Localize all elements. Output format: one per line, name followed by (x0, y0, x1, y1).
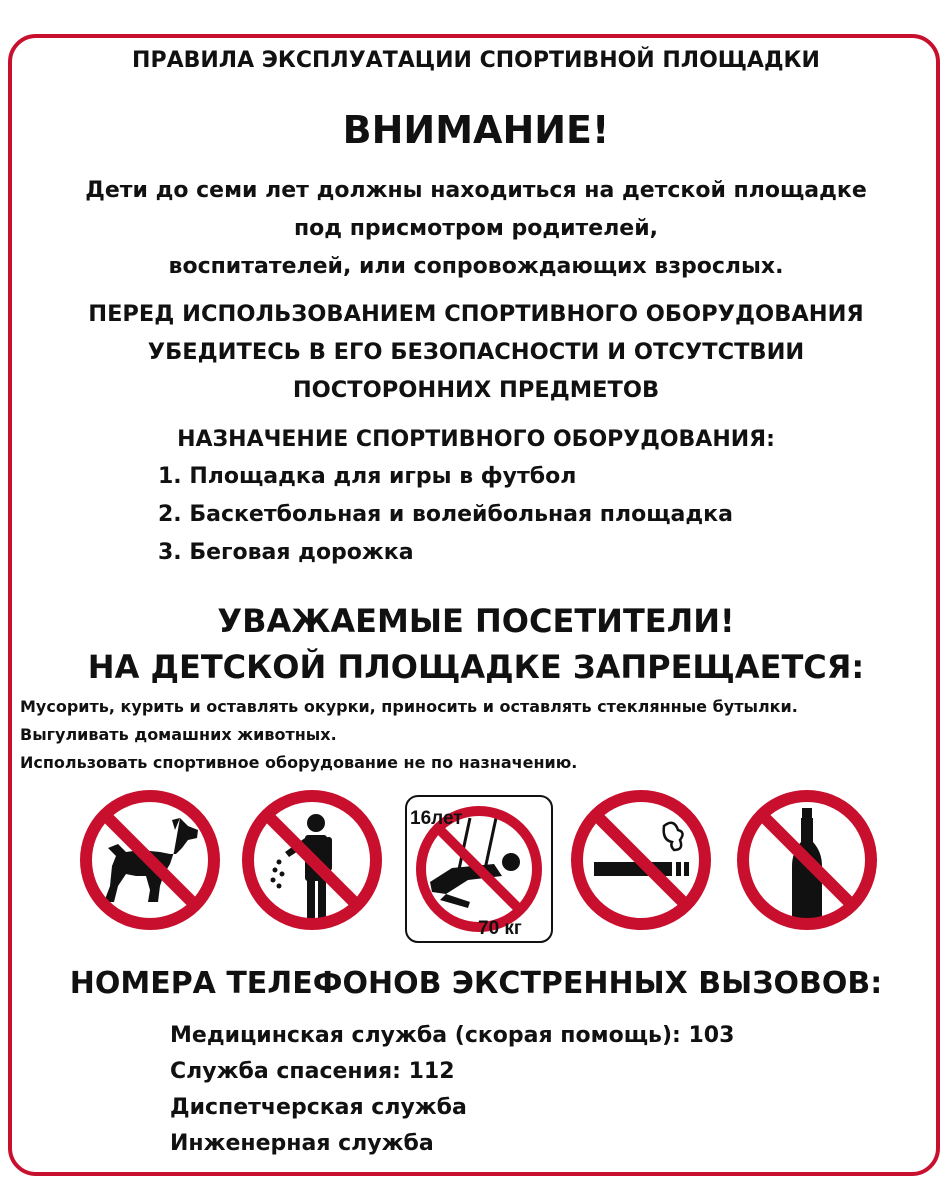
prohibited-item-pets: Выгуливать домашних животных. (20, 725, 337, 744)
no-littering-icon (248, 796, 376, 924)
safety-check-notice (0, 295, 952, 409)
visitors-greeting: УВАЖАЕМЫЕ ПОСЕТИТЕЛИ! (217, 602, 735, 640)
swing-weight-label: 70 кг (478, 918, 522, 939)
purpose-heading: НАЗНАЧЕНИЕ СПОРТИВНОГО ОБОРУДОВАНИЯ: (177, 427, 775, 452)
safety-check-line: ПОСТОРОННИХ ПРЕДМЕТОВ (292, 377, 660, 403)
safety-check-line: УБЕДИТЕСЬ В ЕГО БЕЗОПАСНОСТИ И ОТСУТСТВИИ (147, 339, 805, 365)
prohibited-item-misuse: Использовать спортивное оборудование не по назначению. (20, 753, 578, 772)
children-notice-line: воспитателей, или сопровождающих взрослых. (168, 254, 784, 279)
phone-item-dispatch: Диспетчерская служба (170, 1095, 467, 1120)
phone-item-medical: Медицинская служба (скорая помощь): 103 (170, 1023, 735, 1048)
no-smoking-icon (577, 796, 705, 924)
phone-item-engineering: Инженерная служба (170, 1131, 434, 1156)
prohibited-list (20, 693, 798, 777)
prohibition-signs-row (0, 790, 952, 950)
visitors-heading (0, 598, 952, 690)
purpose-item-football: 1. Площадка для игры в футбол (158, 464, 577, 489)
prohibited-heading: НА ДЕТСКОЙ ПЛОЩАДКЕ ЗАПРЕЩАЕТСЯ: (87, 648, 865, 686)
emergency-phones-list (170, 1018, 734, 1162)
no-dogs-icon (86, 796, 214, 924)
attention-heading: ВНИМАНИЕ! (342, 108, 610, 152)
swing-age-label: 16лет (410, 808, 463, 829)
children-notice-line: Дети до семи лет должны находиться на детской площадке (85, 178, 867, 203)
purpose-item-basketball-volleyball: 2. Баскетбольная и волейбольная площадка (158, 502, 733, 527)
page-title: ПРАВИЛА ЭКСПЛУАТАЦИИ СПОРТИВНОЙ ПЛОЩАДКИ (132, 48, 820, 73)
purpose-list (158, 458, 733, 572)
swing-age-weight-limit-icon (406, 796, 552, 942)
purpose-item-running-track: 3. Беговая дорожка (158, 540, 414, 565)
safety-check-line: ПЕРЕД ИСПОЛЬЗОВАНИЕМ СПОРТИВНОГО ОБОРУДОВАНИЯ (88, 301, 864, 327)
no-alcohol-icon (743, 796, 871, 924)
prohibited-item-littering: Мусорить, курить и оставлять окурки, приносить и оставлять стеклянные бутылки. (20, 697, 798, 716)
emergency-phones-heading: НОМЕРА ТЕЛЕФОНОВ ЭКСТРЕННЫХ ВЫЗОВОВ: (69, 966, 883, 1001)
children-notice-line: под присмотром родителей, (293, 216, 659, 241)
phone-item-rescue: Служба спасения: 112 (170, 1059, 455, 1084)
children-notice (0, 172, 952, 286)
